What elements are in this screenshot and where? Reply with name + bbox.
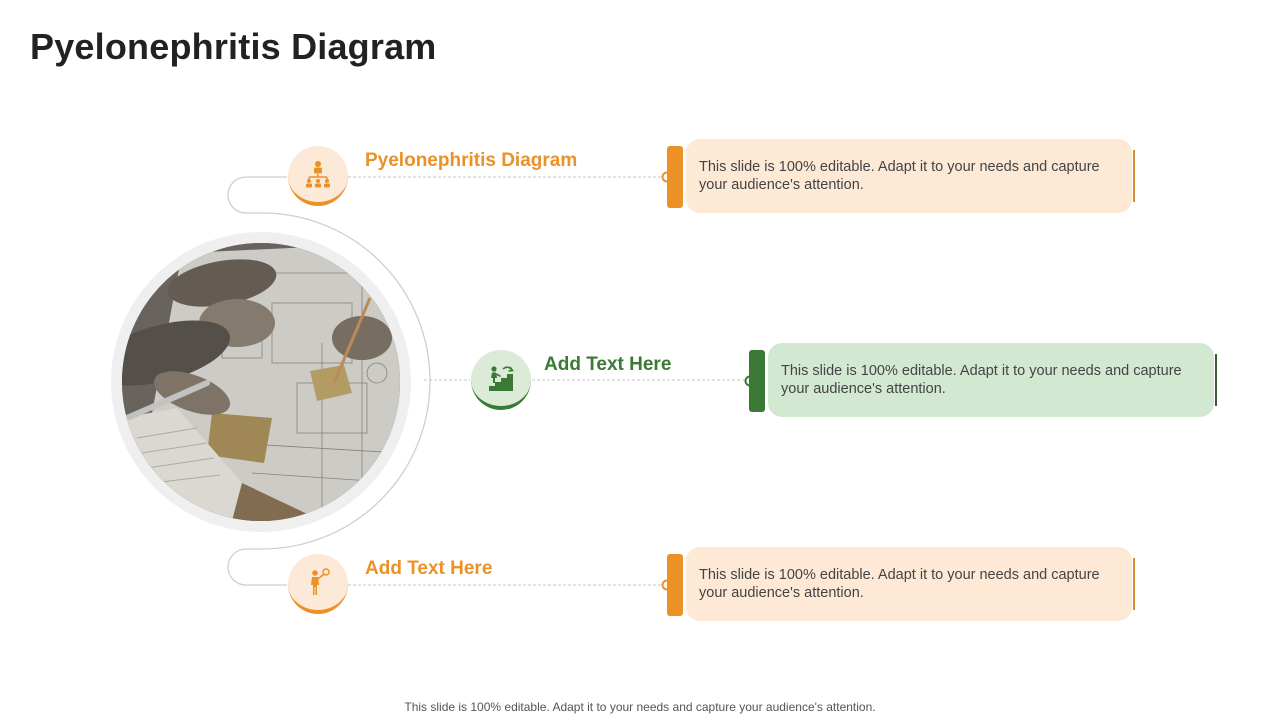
item-2-text: This slide is 100% editable. Adapt it to your needs and capture your audience's attention. xyxy=(781,363,1182,397)
item-2-text-box xyxy=(768,343,1214,417)
presenter-icon xyxy=(303,567,333,597)
footer-note: This slide is 100% editable. Adapt it to your needs and capture your audience's attention. xyxy=(404,700,876,714)
item-2-icon-circle xyxy=(471,350,531,410)
item-1-label: Pyelonephritis Diagram xyxy=(365,150,578,171)
item-2-label: Add Text Here xyxy=(544,354,672,375)
item-1-end-line xyxy=(1133,150,1135,202)
item-2-tab xyxy=(749,350,765,412)
item-3-label: Add Text Here xyxy=(365,558,493,579)
item-3-tab xyxy=(667,554,683,616)
stairs-climb-icon xyxy=(486,363,516,393)
hands-blueprint-photo xyxy=(122,243,400,521)
item-1-text: This slide is 100% editable. Adapt it to your needs and capture your audience's attention. xyxy=(699,159,1100,193)
item-2-end-line xyxy=(1215,354,1217,406)
hierarchy-icon xyxy=(303,159,333,189)
item-3-icon-circle xyxy=(288,554,348,614)
item-3-text: This slide is 100% editable. Adapt it to your needs and capture your audience's attention. xyxy=(699,567,1100,601)
item-3-text-box xyxy=(686,547,1132,621)
item-1-tab xyxy=(667,146,683,208)
item-3-end-line xyxy=(1133,558,1135,610)
item-1-icon-circle xyxy=(288,146,348,206)
page-title: Pyelonephritis Diagram xyxy=(30,26,437,67)
item-1-text-box xyxy=(686,139,1132,213)
